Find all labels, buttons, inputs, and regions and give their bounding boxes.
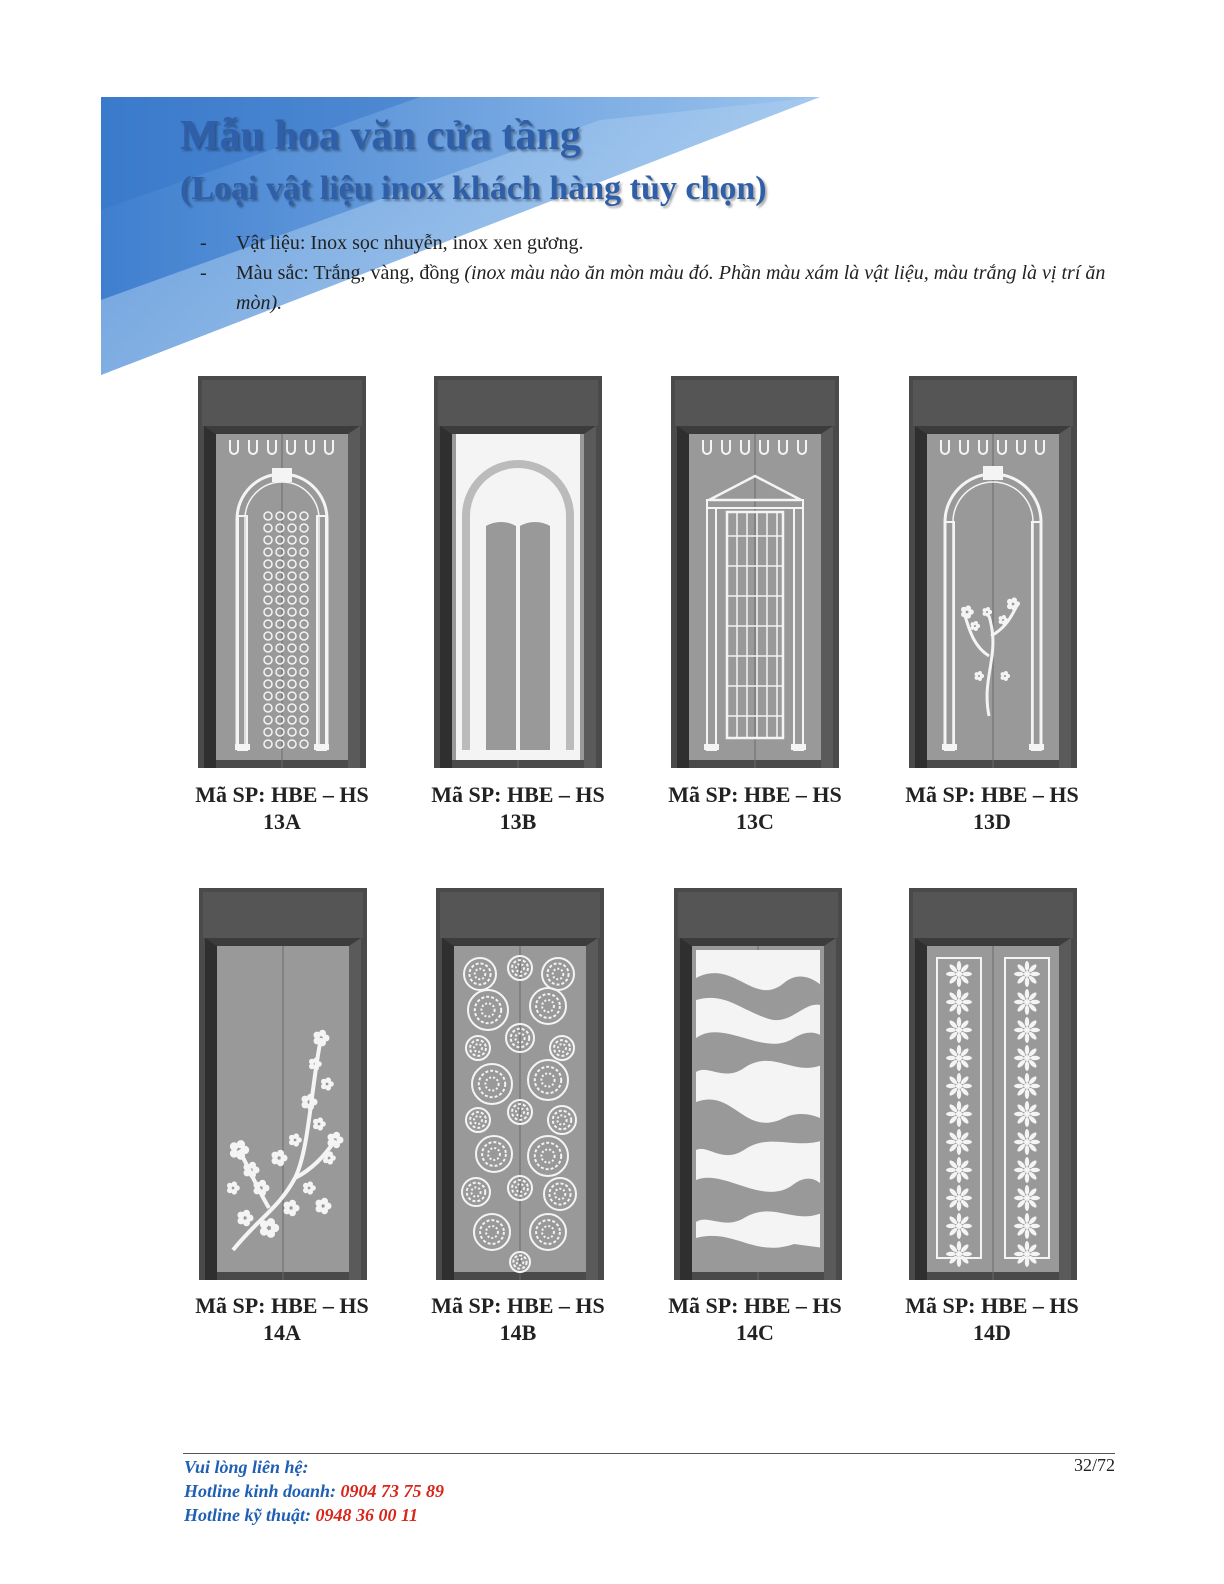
spec-material bbox=[200, 228, 1110, 258]
bullet-dash: - bbox=[200, 262, 207, 284]
product-caption bbox=[403, 1292, 633, 1346]
door-illustration-14d bbox=[909, 888, 1077, 1280]
door-drawing bbox=[671, 376, 839, 768]
spec-color-note: (inox màu nào ăn mòn màu đó. Phần màu xám là vật liệu, màu trắng là vị trí ăn mòn). bbox=[236, 262, 1106, 314]
product-code-label: Mã SP: HBE – HS bbox=[195, 1293, 369, 1318]
page-title: Mẫu hoa văn cửa tầng bbox=[180, 113, 581, 159]
product-caption bbox=[167, 1292, 397, 1346]
product-caption bbox=[877, 1292, 1107, 1346]
product-code-suffix: 14B bbox=[499, 1320, 537, 1345]
sales-hotline-phone[interactable]: 0904 73 75 89 bbox=[340, 1481, 445, 1501]
product-caption bbox=[167, 781, 397, 835]
sales-hotline bbox=[184, 1479, 444, 1503]
tech-hotline bbox=[184, 1503, 444, 1527]
product-code-label: Mã SP: HBE – HS bbox=[431, 1293, 605, 1318]
door-illustration-13a bbox=[198, 376, 366, 768]
product-code-label: Mã SP: HBE – HS bbox=[195, 782, 369, 807]
product-code-suffix: 14D bbox=[973, 1320, 1011, 1345]
spec-list bbox=[200, 228, 1110, 318]
footer-contact bbox=[184, 1455, 444, 1527]
bullet-dash: - bbox=[200, 232, 207, 254]
product-code-label: Mã SP: HBE – HS bbox=[431, 782, 605, 807]
product-code-label: Mã SP: HBE – HS bbox=[905, 782, 1079, 807]
product-caption bbox=[403, 781, 633, 835]
product-code-suffix: 13B bbox=[499, 809, 537, 834]
product-caption bbox=[640, 781, 870, 835]
footer-divider bbox=[183, 1453, 1115, 1454]
spec-material-text: Vật liệu: Inox sọc nhuyễn, inox xen gương. bbox=[236, 232, 584, 254]
product-caption bbox=[877, 781, 1107, 835]
door-drawing bbox=[198, 376, 366, 768]
page-number: 32/72 bbox=[1073, 1455, 1115, 1475]
door-drawing bbox=[909, 376, 1077, 768]
door-drawing bbox=[436, 888, 604, 1280]
door-illustration-13d bbox=[909, 376, 1077, 768]
product-code-suffix: 13A bbox=[263, 809, 301, 834]
contact-heading: Vui lòng liên hệ: bbox=[184, 1457, 309, 1477]
product-code-label: Mã SP: HBE – HS bbox=[668, 782, 842, 807]
tech-hotline-label: Hotline kỹ thuật: bbox=[184, 1505, 316, 1525]
page-subtitle: (Loại vật liệu inox khách hàng tùy chọn) bbox=[180, 170, 767, 207]
product-code-label: Mã SP: HBE – HS bbox=[668, 1293, 842, 1318]
product-code-suffix: 13C bbox=[736, 809, 774, 834]
door-illustration-13b bbox=[434, 376, 602, 768]
door-illustration-13c bbox=[671, 376, 839, 768]
door-drawing bbox=[909, 888, 1077, 1280]
door-illustration-14c bbox=[674, 888, 842, 1280]
door-drawing bbox=[199, 888, 367, 1280]
product-code-suffix: 13D bbox=[973, 809, 1011, 834]
spec-color-text: Màu sắc: Trắng, vàng, đồng bbox=[236, 262, 465, 284]
product-code-suffix: 14A bbox=[263, 1320, 301, 1345]
door-drawing bbox=[674, 888, 842, 1280]
product-code-suffix: 14C bbox=[736, 1320, 774, 1345]
door-illustration-14a bbox=[199, 888, 367, 1280]
product-caption bbox=[640, 1292, 870, 1346]
tech-hotline-phone[interactable]: 0948 36 00 11 bbox=[315, 1505, 419, 1525]
product-code-label: Mã SP: HBE – HS bbox=[905, 1293, 1079, 1318]
spec-color bbox=[200, 258, 1110, 318]
door-drawing bbox=[434, 376, 602, 768]
door-illustration-14b bbox=[436, 888, 604, 1280]
sales-hotline-label: Hotline kinh doanh: bbox=[184, 1481, 341, 1501]
